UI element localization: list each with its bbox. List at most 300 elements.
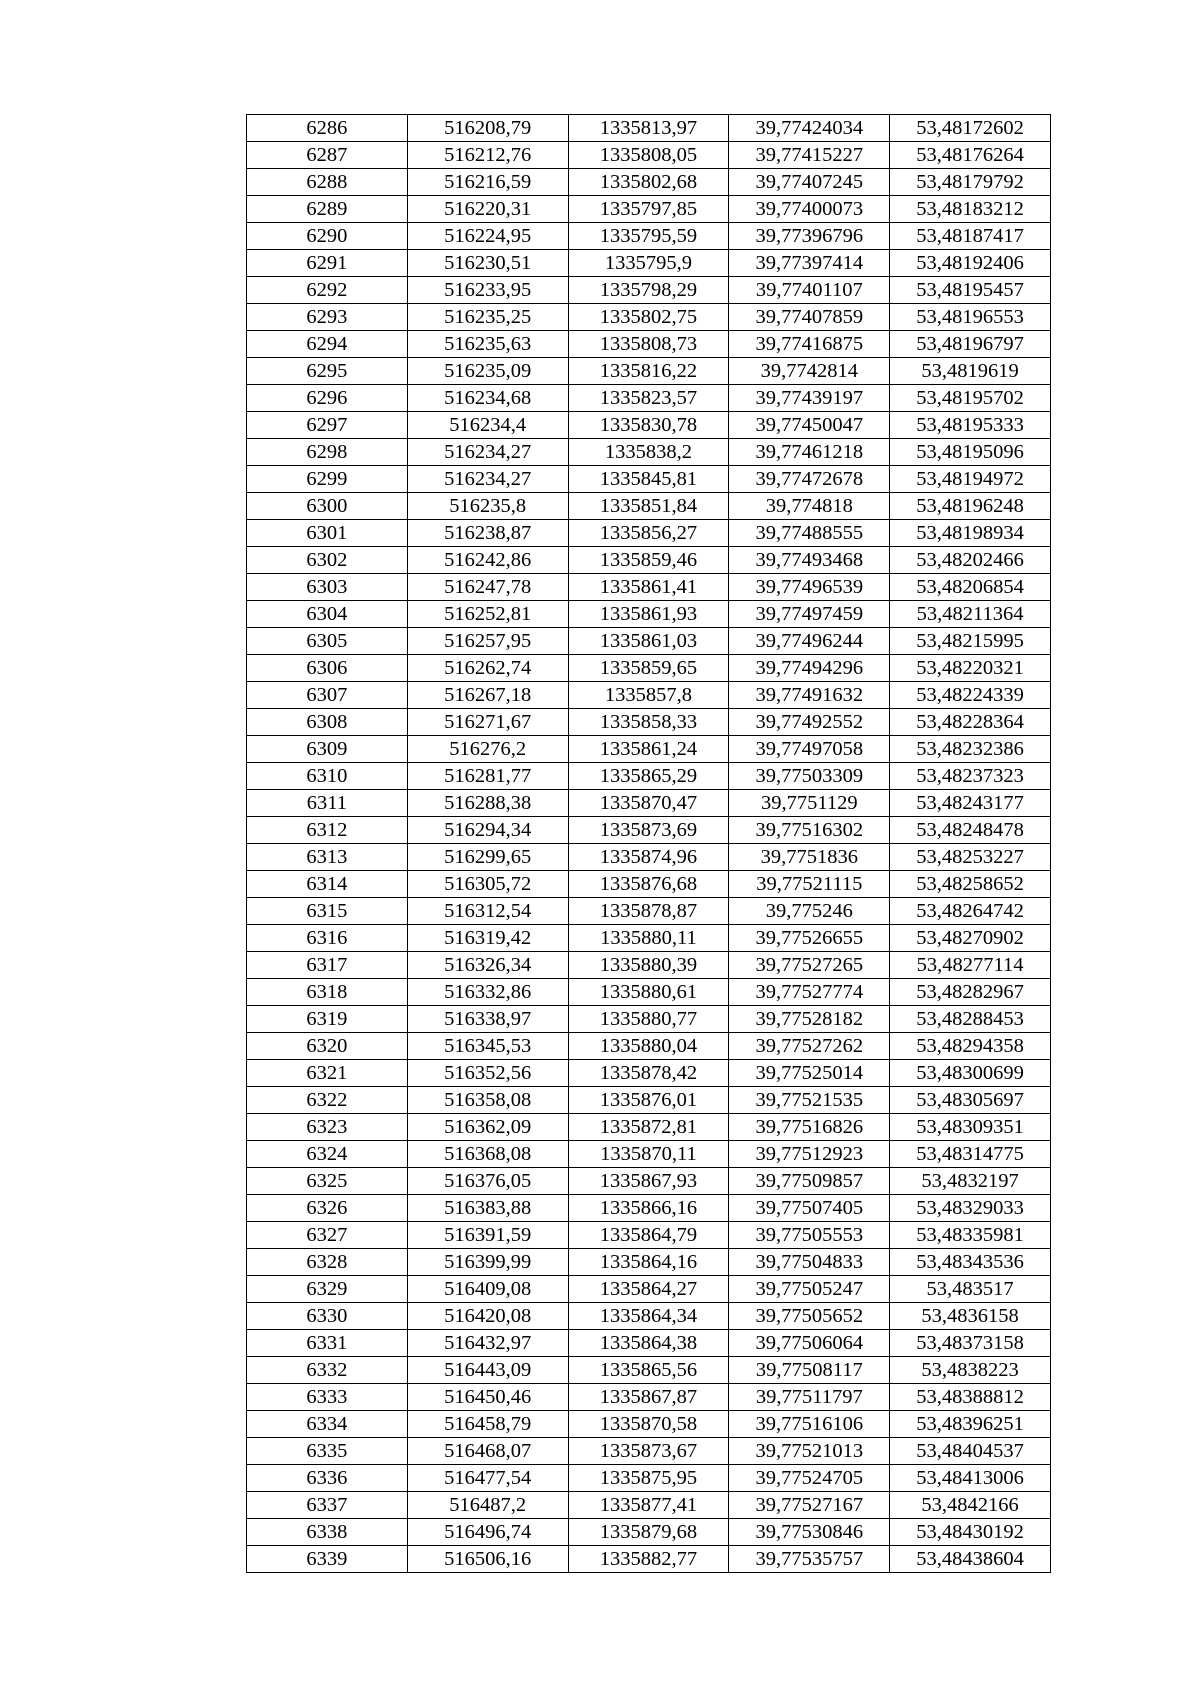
latitude-cell: 53,48192406 xyxy=(890,250,1051,277)
point-number-cell: 6329 xyxy=(247,1276,408,1303)
y-coordinate-cell: 1335795,9 xyxy=(568,250,729,277)
x-coordinate-cell: 516383,88 xyxy=(407,1195,568,1222)
longitude-cell: 39,77527262 xyxy=(729,1033,890,1060)
latitude-cell: 53,4832197 xyxy=(890,1168,1051,1195)
coordinates-table-body xyxy=(247,115,1051,1573)
table-row xyxy=(247,1195,1051,1222)
longitude-cell: 39,775246 xyxy=(729,898,890,925)
latitude-cell: 53,48215995 xyxy=(890,628,1051,655)
x-coordinate-cell: 516319,42 xyxy=(407,925,568,952)
longitude-cell: 39,77507405 xyxy=(729,1195,890,1222)
table-row xyxy=(247,898,1051,925)
longitude-cell: 39,77416875 xyxy=(729,331,890,358)
latitude-cell: 53,48202466 xyxy=(890,547,1051,574)
table-row xyxy=(247,1438,1051,1465)
table-row xyxy=(247,223,1051,250)
x-coordinate-cell: 516399,99 xyxy=(407,1249,568,1276)
table-row xyxy=(247,709,1051,736)
x-coordinate-cell: 516238,87 xyxy=(407,520,568,547)
x-coordinate-cell: 516281,77 xyxy=(407,763,568,790)
point-number-cell: 6294 xyxy=(247,331,408,358)
x-coordinate-cell: 516235,25 xyxy=(407,304,568,331)
table-row xyxy=(247,1519,1051,1546)
point-number-cell: 6335 xyxy=(247,1438,408,1465)
point-number-cell: 6311 xyxy=(247,790,408,817)
coordinates-table xyxy=(246,114,1051,1573)
longitude-cell: 39,77461218 xyxy=(729,439,890,466)
latitude-cell: 53,4819619 xyxy=(890,358,1051,385)
point-number-cell: 6299 xyxy=(247,466,408,493)
point-number-cell: 6318 xyxy=(247,979,408,1006)
y-coordinate-cell: 1335864,38 xyxy=(568,1330,729,1357)
longitude-cell: 39,77516106 xyxy=(729,1411,890,1438)
x-coordinate-cell: 516234,27 xyxy=(407,466,568,493)
table-row xyxy=(247,763,1051,790)
latitude-cell: 53,48172602 xyxy=(890,115,1051,142)
longitude-cell: 39,77524705 xyxy=(729,1465,890,1492)
x-coordinate-cell: 516409,08 xyxy=(407,1276,568,1303)
x-coordinate-cell: 516477,54 xyxy=(407,1465,568,1492)
latitude-cell: 53,48329033 xyxy=(890,1195,1051,1222)
point-number-cell: 6305 xyxy=(247,628,408,655)
y-coordinate-cell: 1335830,78 xyxy=(568,412,729,439)
table-row xyxy=(247,871,1051,898)
longitude-cell: 39,7742814 xyxy=(729,358,890,385)
longitude-cell: 39,77530846 xyxy=(729,1519,890,1546)
point-number-cell: 6338 xyxy=(247,1519,408,1546)
y-coordinate-cell: 1335880,77 xyxy=(568,1006,729,1033)
x-coordinate-cell: 516234,68 xyxy=(407,385,568,412)
table-row xyxy=(247,142,1051,169)
point-number-cell: 6327 xyxy=(247,1222,408,1249)
table-row xyxy=(247,1249,1051,1276)
y-coordinate-cell: 1335873,69 xyxy=(568,817,729,844)
x-coordinate-cell: 516247,78 xyxy=(407,574,568,601)
x-coordinate-cell: 516496,74 xyxy=(407,1519,568,1546)
point-number-cell: 6291 xyxy=(247,250,408,277)
longitude-cell: 39,7751836 xyxy=(729,844,890,871)
latitude-cell: 53,48270902 xyxy=(890,925,1051,952)
latitude-cell: 53,48243177 xyxy=(890,790,1051,817)
table-row xyxy=(247,1006,1051,1033)
x-coordinate-cell: 516506,16 xyxy=(407,1546,568,1573)
longitude-cell: 39,77506064 xyxy=(729,1330,890,1357)
point-number-cell: 6316 xyxy=(247,925,408,952)
longitude-cell: 39,77488555 xyxy=(729,520,890,547)
latitude-cell: 53,48195333 xyxy=(890,412,1051,439)
x-coordinate-cell: 516271,67 xyxy=(407,709,568,736)
point-number-cell: 6295 xyxy=(247,358,408,385)
y-coordinate-cell: 1335795,59 xyxy=(568,223,729,250)
longitude-cell: 39,7751129 xyxy=(729,790,890,817)
table-row xyxy=(247,439,1051,466)
table-row xyxy=(247,790,1051,817)
latitude-cell: 53,48196797 xyxy=(890,331,1051,358)
table-row xyxy=(247,1141,1051,1168)
point-number-cell: 6293 xyxy=(247,304,408,331)
y-coordinate-cell: 1335867,93 xyxy=(568,1168,729,1195)
latitude-cell: 53,48282967 xyxy=(890,979,1051,1006)
table-row xyxy=(247,1492,1051,1519)
longitude-cell: 39,77528182 xyxy=(729,1006,890,1033)
latitude-cell: 53,48176264 xyxy=(890,142,1051,169)
table-row xyxy=(247,1384,1051,1411)
longitude-cell: 39,77521115 xyxy=(729,871,890,898)
table-row xyxy=(247,1465,1051,1492)
y-coordinate-cell: 1335864,34 xyxy=(568,1303,729,1330)
x-coordinate-cell: 516443,09 xyxy=(407,1357,568,1384)
longitude-cell: 39,77415227 xyxy=(729,142,890,169)
y-coordinate-cell: 1335845,81 xyxy=(568,466,729,493)
latitude-cell: 53,48253227 xyxy=(890,844,1051,871)
longitude-cell: 39,77497058 xyxy=(729,736,890,763)
longitude-cell: 39,77493468 xyxy=(729,547,890,574)
longitude-cell: 39,77527265 xyxy=(729,952,890,979)
table-row xyxy=(247,1357,1051,1384)
y-coordinate-cell: 1335876,01 xyxy=(568,1087,729,1114)
latitude-cell: 53,48438604 xyxy=(890,1546,1051,1573)
x-coordinate-cell: 516391,59 xyxy=(407,1222,568,1249)
point-number-cell: 6320 xyxy=(247,1033,408,1060)
latitude-cell: 53,48206854 xyxy=(890,574,1051,601)
x-coordinate-cell: 516299,65 xyxy=(407,844,568,871)
y-coordinate-cell: 1335879,68 xyxy=(568,1519,729,1546)
point-number-cell: 6312 xyxy=(247,817,408,844)
longitude-cell: 39,774818 xyxy=(729,493,890,520)
y-coordinate-cell: 1335875,95 xyxy=(568,1465,729,1492)
table-row xyxy=(247,1168,1051,1195)
table-row xyxy=(247,1411,1051,1438)
table-row xyxy=(247,1276,1051,1303)
latitude-cell: 53,4842166 xyxy=(890,1492,1051,1519)
table-row xyxy=(247,115,1051,142)
table-row xyxy=(247,304,1051,331)
longitude-cell: 39,77396796 xyxy=(729,223,890,250)
point-number-cell: 6289 xyxy=(247,196,408,223)
y-coordinate-cell: 1335873,67 xyxy=(568,1438,729,1465)
longitude-cell: 39,77400073 xyxy=(729,196,890,223)
table-row xyxy=(247,574,1051,601)
table-row xyxy=(247,547,1051,574)
table-row xyxy=(247,601,1051,628)
y-coordinate-cell: 1335861,24 xyxy=(568,736,729,763)
y-coordinate-cell: 1335872,81 xyxy=(568,1114,729,1141)
table-row xyxy=(247,628,1051,655)
longitude-cell: 39,77511797 xyxy=(729,1384,890,1411)
longitude-cell: 39,77503309 xyxy=(729,763,890,790)
point-number-cell: 6323 xyxy=(247,1114,408,1141)
table-row xyxy=(247,277,1051,304)
x-coordinate-cell: 516362,09 xyxy=(407,1114,568,1141)
y-coordinate-cell: 1335856,27 xyxy=(568,520,729,547)
y-coordinate-cell: 1335802,68 xyxy=(568,169,729,196)
latitude-cell: 53,4838223 xyxy=(890,1357,1051,1384)
x-coordinate-cell: 516257,95 xyxy=(407,628,568,655)
x-coordinate-cell: 516262,74 xyxy=(407,655,568,682)
longitude-cell: 39,77497459 xyxy=(729,601,890,628)
x-coordinate-cell: 516432,97 xyxy=(407,1330,568,1357)
latitude-cell: 53,48305697 xyxy=(890,1087,1051,1114)
point-number-cell: 6326 xyxy=(247,1195,408,1222)
table-row xyxy=(247,682,1051,709)
x-coordinate-cell: 516267,18 xyxy=(407,682,568,709)
latitude-cell: 53,48277114 xyxy=(890,952,1051,979)
table-row xyxy=(247,952,1051,979)
y-coordinate-cell: 1335870,47 xyxy=(568,790,729,817)
y-coordinate-cell: 1335798,29 xyxy=(568,277,729,304)
longitude-cell: 39,77492552 xyxy=(729,709,890,736)
latitude-cell: 53,48196553 xyxy=(890,304,1051,331)
longitude-cell: 39,77494296 xyxy=(729,655,890,682)
table-row xyxy=(247,1330,1051,1357)
point-number-cell: 6308 xyxy=(247,709,408,736)
point-number-cell: 6339 xyxy=(247,1546,408,1573)
longitude-cell: 39,77525014 xyxy=(729,1060,890,1087)
y-coordinate-cell: 1335816,22 xyxy=(568,358,729,385)
latitude-cell: 53,48196248 xyxy=(890,493,1051,520)
y-coordinate-cell: 1335864,16 xyxy=(568,1249,729,1276)
point-number-cell: 6319 xyxy=(247,1006,408,1033)
point-number-cell: 6322 xyxy=(247,1087,408,1114)
longitude-cell: 39,77496244 xyxy=(729,628,890,655)
x-coordinate-cell: 516234,27 xyxy=(407,439,568,466)
y-coordinate-cell: 1335864,27 xyxy=(568,1276,729,1303)
point-number-cell: 6298 xyxy=(247,439,408,466)
longitude-cell: 39,77526655 xyxy=(729,925,890,952)
table-row xyxy=(247,250,1051,277)
latitude-cell: 53,48187417 xyxy=(890,223,1051,250)
latitude-cell: 53,48396251 xyxy=(890,1411,1051,1438)
y-coordinate-cell: 1335865,56 xyxy=(568,1357,729,1384)
point-number-cell: 6297 xyxy=(247,412,408,439)
y-coordinate-cell: 1335865,29 xyxy=(568,763,729,790)
x-coordinate-cell: 516468,07 xyxy=(407,1438,568,1465)
latitude-cell: 53,48194972 xyxy=(890,466,1051,493)
table-row xyxy=(247,1546,1051,1573)
latitude-cell: 53,48211364 xyxy=(890,601,1051,628)
point-number-cell: 6307 xyxy=(247,682,408,709)
longitude-cell: 39,77424034 xyxy=(729,115,890,142)
point-number-cell: 6302 xyxy=(247,547,408,574)
latitude-cell: 53,48183212 xyxy=(890,196,1051,223)
y-coordinate-cell: 1335808,05 xyxy=(568,142,729,169)
x-coordinate-cell: 516450,46 xyxy=(407,1384,568,1411)
point-number-cell: 6309 xyxy=(247,736,408,763)
longitude-cell: 39,77527774 xyxy=(729,979,890,1006)
y-coordinate-cell: 1335878,42 xyxy=(568,1060,729,1087)
latitude-cell: 53,48248478 xyxy=(890,817,1051,844)
point-number-cell: 6324 xyxy=(247,1141,408,1168)
latitude-cell: 53,48232386 xyxy=(890,736,1051,763)
x-coordinate-cell: 516326,34 xyxy=(407,952,568,979)
y-coordinate-cell: 1335867,87 xyxy=(568,1384,729,1411)
x-coordinate-cell: 516233,95 xyxy=(407,277,568,304)
y-coordinate-cell: 1335880,39 xyxy=(568,952,729,979)
point-number-cell: 6332 xyxy=(247,1357,408,1384)
table-row xyxy=(247,844,1051,871)
longitude-cell: 39,77504833 xyxy=(729,1249,890,1276)
x-coordinate-cell: 516376,05 xyxy=(407,1168,568,1195)
point-number-cell: 6286 xyxy=(247,115,408,142)
longitude-cell: 39,77521535 xyxy=(729,1087,890,1114)
table-row xyxy=(247,1114,1051,1141)
point-number-cell: 6328 xyxy=(247,1249,408,1276)
x-coordinate-cell: 516294,34 xyxy=(407,817,568,844)
longitude-cell: 39,77505247 xyxy=(729,1276,890,1303)
point-number-cell: 6304 xyxy=(247,601,408,628)
latitude-cell: 53,48309351 xyxy=(890,1114,1051,1141)
table-row xyxy=(247,385,1051,412)
latitude-cell: 53,48195457 xyxy=(890,277,1051,304)
x-coordinate-cell: 516458,79 xyxy=(407,1411,568,1438)
point-number-cell: 6306 xyxy=(247,655,408,682)
table-row xyxy=(247,331,1051,358)
x-coordinate-cell: 516208,79 xyxy=(407,115,568,142)
y-coordinate-cell: 1335880,11 xyxy=(568,925,729,952)
y-coordinate-cell: 1335823,57 xyxy=(568,385,729,412)
point-number-cell: 6290 xyxy=(247,223,408,250)
table-row xyxy=(247,412,1051,439)
latitude-cell: 53,48195096 xyxy=(890,439,1051,466)
table-row xyxy=(247,169,1051,196)
longitude-cell: 39,77401107 xyxy=(729,277,890,304)
latitude-cell: 53,48258652 xyxy=(890,871,1051,898)
point-number-cell: 6310 xyxy=(247,763,408,790)
point-number-cell: 6321 xyxy=(247,1060,408,1087)
longitude-cell: 39,77407245 xyxy=(729,169,890,196)
x-coordinate-cell: 516276,2 xyxy=(407,736,568,763)
latitude-cell: 53,48413006 xyxy=(890,1465,1051,1492)
y-coordinate-cell: 1335882,77 xyxy=(568,1546,729,1573)
latitude-cell: 53,48264742 xyxy=(890,898,1051,925)
x-coordinate-cell: 516212,76 xyxy=(407,142,568,169)
x-coordinate-cell: 516220,31 xyxy=(407,196,568,223)
latitude-cell: 53,48373158 xyxy=(890,1330,1051,1357)
table-row xyxy=(247,1060,1051,1087)
y-coordinate-cell: 1335874,96 xyxy=(568,844,729,871)
x-coordinate-cell: 516358,08 xyxy=(407,1087,568,1114)
x-coordinate-cell: 516252,81 xyxy=(407,601,568,628)
point-number-cell: 6287 xyxy=(247,142,408,169)
x-coordinate-cell: 516487,2 xyxy=(407,1492,568,1519)
y-coordinate-cell: 1335813,97 xyxy=(568,115,729,142)
latitude-cell: 53,48237323 xyxy=(890,763,1051,790)
point-number-cell: 6303 xyxy=(247,574,408,601)
longitude-cell: 39,77521013 xyxy=(729,1438,890,1465)
y-coordinate-cell: 1335870,58 xyxy=(568,1411,729,1438)
point-number-cell: 6331 xyxy=(247,1330,408,1357)
y-coordinate-cell: 1335857,8 xyxy=(568,682,729,709)
x-coordinate-cell: 516216,59 xyxy=(407,169,568,196)
x-coordinate-cell: 516305,72 xyxy=(407,871,568,898)
latitude-cell: 53,483517 xyxy=(890,1276,1051,1303)
longitude-cell: 39,77505553 xyxy=(729,1222,890,1249)
x-coordinate-cell: 516352,56 xyxy=(407,1060,568,1087)
latitude-cell: 53,48404537 xyxy=(890,1438,1051,1465)
y-coordinate-cell: 1335858,33 xyxy=(568,709,729,736)
latitude-cell: 53,48220321 xyxy=(890,655,1051,682)
longitude-cell: 39,77509857 xyxy=(729,1168,890,1195)
x-coordinate-cell: 516234,4 xyxy=(407,412,568,439)
x-coordinate-cell: 516312,54 xyxy=(407,898,568,925)
longitude-cell: 39,77407859 xyxy=(729,304,890,331)
y-coordinate-cell: 1335877,41 xyxy=(568,1492,729,1519)
y-coordinate-cell: 1335876,68 xyxy=(568,871,729,898)
point-number-cell: 6317 xyxy=(247,952,408,979)
table-row xyxy=(247,817,1051,844)
longitude-cell: 39,77516302 xyxy=(729,817,890,844)
longitude-cell: 39,77472678 xyxy=(729,466,890,493)
y-coordinate-cell: 1335880,04 xyxy=(568,1033,729,1060)
latitude-cell: 53,48314775 xyxy=(890,1141,1051,1168)
x-coordinate-cell: 516235,8 xyxy=(407,493,568,520)
point-number-cell: 6288 xyxy=(247,169,408,196)
table-row xyxy=(247,493,1051,520)
latitude-cell: 53,48179792 xyxy=(890,169,1051,196)
table-row xyxy=(247,925,1051,952)
table-row xyxy=(247,196,1051,223)
x-coordinate-cell: 516224,95 xyxy=(407,223,568,250)
longitude-cell: 39,77491632 xyxy=(729,682,890,709)
point-number-cell: 6337 xyxy=(247,1492,408,1519)
longitude-cell: 39,77508117 xyxy=(729,1357,890,1384)
y-coordinate-cell: 1335861,03 xyxy=(568,628,729,655)
point-number-cell: 6296 xyxy=(247,385,408,412)
y-coordinate-cell: 1335859,65 xyxy=(568,655,729,682)
longitude-cell: 39,77512923 xyxy=(729,1141,890,1168)
x-coordinate-cell: 516332,86 xyxy=(407,979,568,1006)
y-coordinate-cell: 1335808,73 xyxy=(568,331,729,358)
y-coordinate-cell: 1335864,79 xyxy=(568,1222,729,1249)
latitude-cell: 53,48430192 xyxy=(890,1519,1051,1546)
latitude-cell: 53,48343536 xyxy=(890,1249,1051,1276)
longitude-cell: 39,77527167 xyxy=(729,1492,890,1519)
point-number-cell: 6330 xyxy=(247,1303,408,1330)
x-coordinate-cell: 516420,08 xyxy=(407,1303,568,1330)
longitude-cell: 39,77516826 xyxy=(729,1114,890,1141)
point-number-cell: 6315 xyxy=(247,898,408,925)
y-coordinate-cell: 1335866,16 xyxy=(568,1195,729,1222)
table-row xyxy=(247,520,1051,547)
y-coordinate-cell: 1335797,85 xyxy=(568,196,729,223)
point-number-cell: 6313 xyxy=(247,844,408,871)
table-row xyxy=(247,736,1051,763)
longitude-cell: 39,77450047 xyxy=(729,412,890,439)
latitude-cell: 53,48388812 xyxy=(890,1384,1051,1411)
x-coordinate-cell: 516368,08 xyxy=(407,1141,568,1168)
table-row xyxy=(247,358,1051,385)
point-number-cell: 6325 xyxy=(247,1168,408,1195)
x-coordinate-cell: 516338,97 xyxy=(407,1006,568,1033)
table-row xyxy=(247,1087,1051,1114)
x-coordinate-cell: 516242,86 xyxy=(407,547,568,574)
y-coordinate-cell: 1335838,2 xyxy=(568,439,729,466)
y-coordinate-cell: 1335859,46 xyxy=(568,547,729,574)
point-number-cell: 6300 xyxy=(247,493,408,520)
point-number-cell: 6292 xyxy=(247,277,408,304)
latitude-cell: 53,48228364 xyxy=(890,709,1051,736)
table-row xyxy=(247,466,1051,493)
longitude-cell: 39,77439197 xyxy=(729,385,890,412)
longitude-cell: 39,77505652 xyxy=(729,1303,890,1330)
latitude-cell: 53,48198934 xyxy=(890,520,1051,547)
point-number-cell: 6334 xyxy=(247,1411,408,1438)
y-coordinate-cell: 1335880,61 xyxy=(568,979,729,1006)
latitude-cell: 53,48288453 xyxy=(890,1006,1051,1033)
table-row xyxy=(247,1033,1051,1060)
point-number-cell: 6336 xyxy=(247,1465,408,1492)
table-row xyxy=(247,1303,1051,1330)
